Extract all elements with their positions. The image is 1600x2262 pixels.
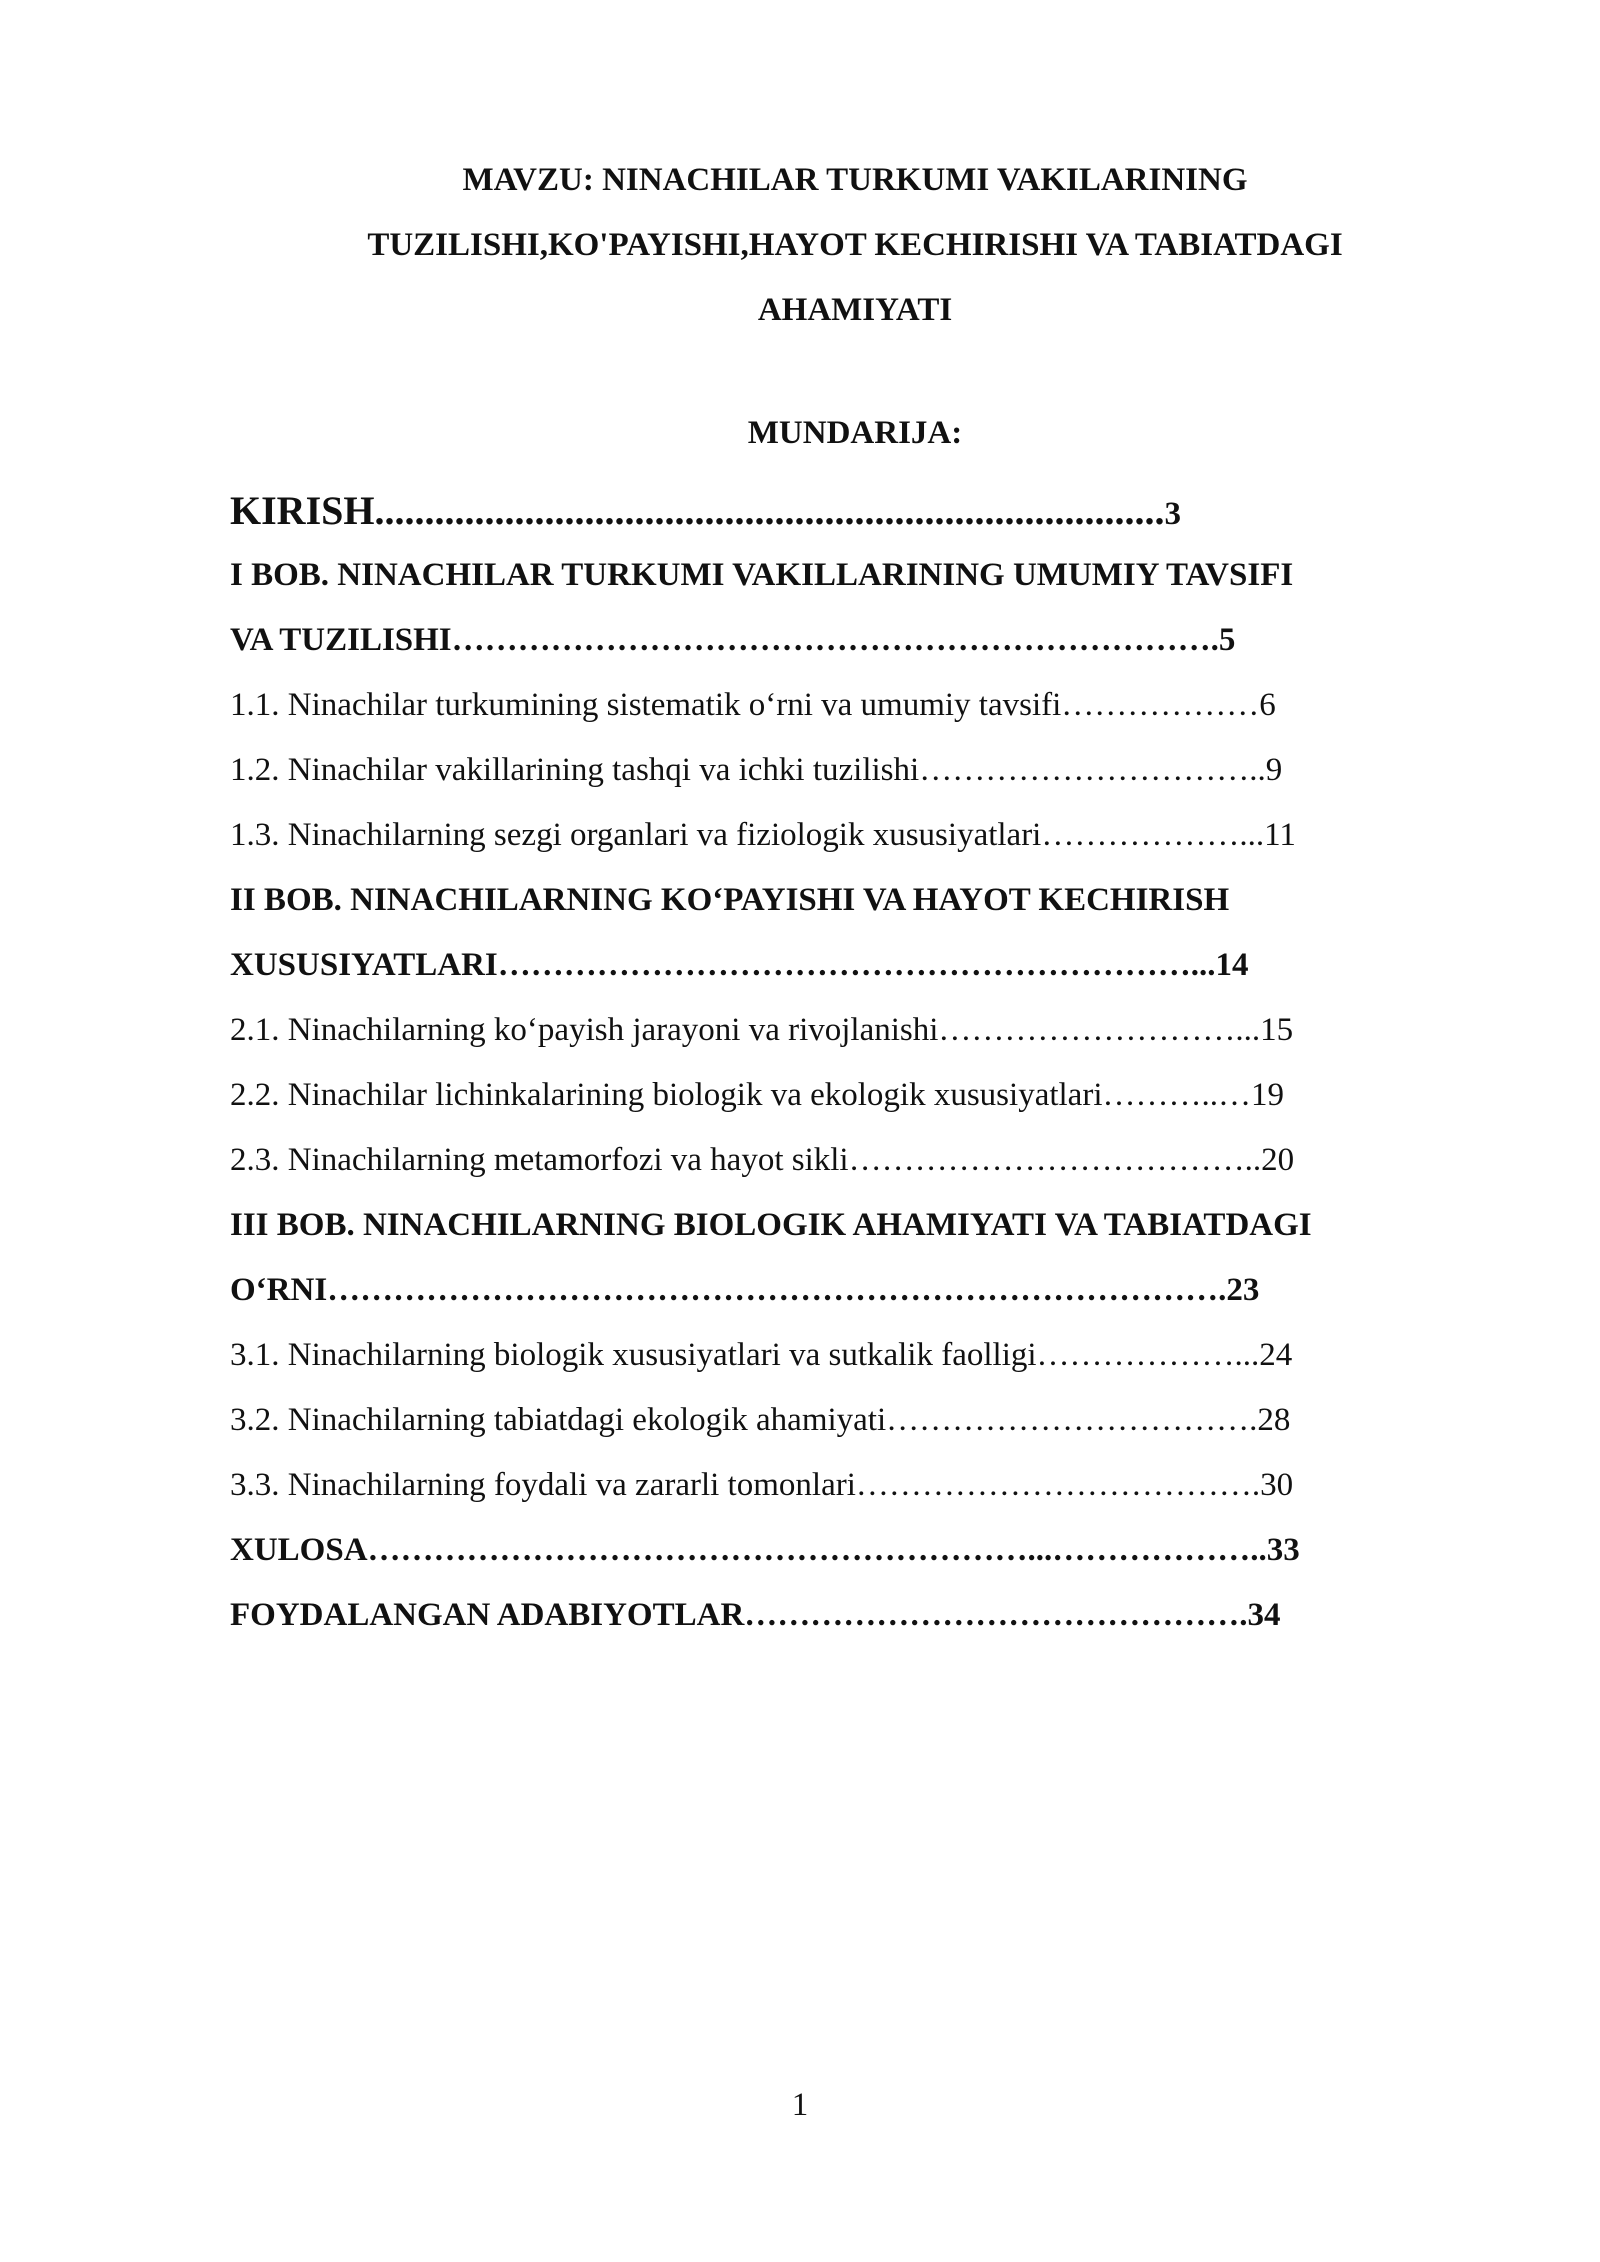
toc-entry-1-3 [230,803,1530,868]
toc-1-3-text: 1.3. Ninachilarning sezgi organlari va fiziologik xususiyatlari [230,817,1042,853]
document-title [230,148,1480,343]
toc-2-3-page: ..20 [1244,1142,1295,1178]
toc-chapter-2-title: II BOB. NINACHILARNING KO‘PAYISHI VA HAYOT KECHIRISH [230,882,1230,918]
toc-3-3-leader: ……………………………… [855,1467,1252,1503]
toc-entry-2-2 [230,1063,1530,1128]
toc-chapter-3-page: .23 [1218,1272,1260,1308]
toc-2-1-text: 2.1. Ninachilarning ko‘payish jarayoni va rivojlanishi [230,1012,939,1048]
toc-1-2-text: 1.2. Ninachilar vakillarining tashqi va ichki tuzilishi [230,752,920,788]
toc-1-3-leader: ……………… [1041,817,1240,853]
toc-chapter-1-title-cont: VA TUZILISHI [230,622,452,658]
toc-1-3-page: ...11 [1239,817,1296,853]
title-line-3: AHAMIYATI [757,292,953,328]
toc-entry-chapter-1 [230,608,1530,673]
toc-3-1-page: ...24 [1234,1337,1293,1373]
page-number: 1 [791,2087,809,2123]
toc-chapter-1-title: I BOB. NINACHILAR TURKUMI VAKILLARINING UMUMIY TAVSIFI [230,557,1294,593]
toc-entry-adabiyotlar [230,1583,1530,1648]
toc-1-1-text: 1.1. Ninachilar turkumining sistematik o‘rni va umumiy tavsifi [230,687,1062,723]
toc-1-2-leader: ………………………… [919,752,1250,788]
toc-1-2-page: ..9 [1249,752,1283,788]
toc-kirish-page: 3 [1164,496,1181,532]
toc-3-3-page: .30 [1251,1467,1294,1503]
toc-xulosa-leader: ……………………………………………………...……………… [367,1532,1251,1568]
title-line-2: TUZILISHI,KO'PAYISHI,HAYOT KECHIRISHI VA TABIATDAGI [367,227,1343,263]
toc-entry-kirish [230,478,1530,543]
toc-xulosa-label: XULOSA [230,1532,368,1568]
toc-2-1-leader: ……………………… [938,1012,1236,1048]
toc-chapter-3-leader: ……………………………………………………………………… [327,1272,1219,1308]
toc-chapter-2-page: ...14 [1190,947,1249,983]
toc-heading: MUNDARIJA: [747,415,963,451]
toc-entry-chapter-3 [230,1258,1530,1323]
toc-chapter-3-title: III BOB. NINACHILARNING BIOLOGIK AHAMIYATI VA TABIATDAGI [230,1207,1312,1243]
toc-entry-3-1 [230,1323,1530,1388]
toc-chapter-1-leader: …………………………………………………………… [451,622,1211,658]
toc-3-2-page: .28 [1249,1402,1291,1438]
toc-chapter-1-page: .5 [1210,622,1236,658]
toc-xulosa-page: ..33 [1250,1532,1300,1568]
toc-adabiyotlar-label: FOYDALANGAN ADABIYOTLAR [230,1597,745,1633]
toc-entry-2-3 [230,1128,1530,1193]
toc-1-1-leader: ……………… [1061,687,1260,723]
toc-adabiyotlar-page: .34 [1239,1597,1281,1633]
toc-entry-1-2 [230,738,1530,803]
toc-2-2-page: 19 [1251,1077,1284,1113]
toc-kirish-label: KIRISH [230,488,375,533]
toc-2-2-leader: ………..… [1102,1077,1251,1113]
toc-kirish-leader: ............................................................................... [374,488,1165,533]
toc-3-1-leader: ……………… [1036,1337,1235,1373]
toc-2-1-page: ...15 [1235,1012,1294,1048]
toc-entry-1-1 [230,673,1530,738]
toc-2-3-leader: ……………………………… [848,1142,1245,1178]
toc-entry-3-2 [230,1388,1530,1453]
toc-2-3-text: 2.3. Ninachilarning metamorfozi va hayot sikli [230,1142,849,1178]
toc-entry-chapter-2 [230,933,1530,998]
toc-1-1-page: 6 [1259,687,1276,723]
toc-3-1-text: 3.1. Ninachilarning biologik xususiyatlari va sutkalik faolligi [230,1337,1037,1373]
table-of-contents [230,478,1530,1648]
toc-entry-2-1 [230,998,1530,1063]
toc-3-3-text: 3.3. Ninachilarning foydali va zararli tomonlari [230,1467,856,1503]
toc-chapter-2-leader: ……………………………………………………… [497,947,1191,983]
toc-2-2-text: 2.2. Ninachilar lichinkalarining biologik va ekologik xususiyatlari [230,1077,1103,1113]
toc-entry-xulosa [230,1518,1530,1583]
toc-entry-3-3 [230,1453,1530,1518]
toc-adabiyotlar-leader: ……………………………………… [744,1597,1240,1633]
title-line-1: MAVZU: NINACHILAR TURKUMI VAKILARINING [462,162,1248,198]
toc-3-2-text: 3.2. Ninachilarning tabiatdagi ekologik ahamiyati [230,1402,887,1438]
toc-chapter-3-title-cont: O‘RNI [230,1272,328,1308]
toc-3-2-leader: …………………………… [886,1402,1250,1438]
toc-chapter-2-title-cont: XUSUSIYATLARI [230,947,498,983]
